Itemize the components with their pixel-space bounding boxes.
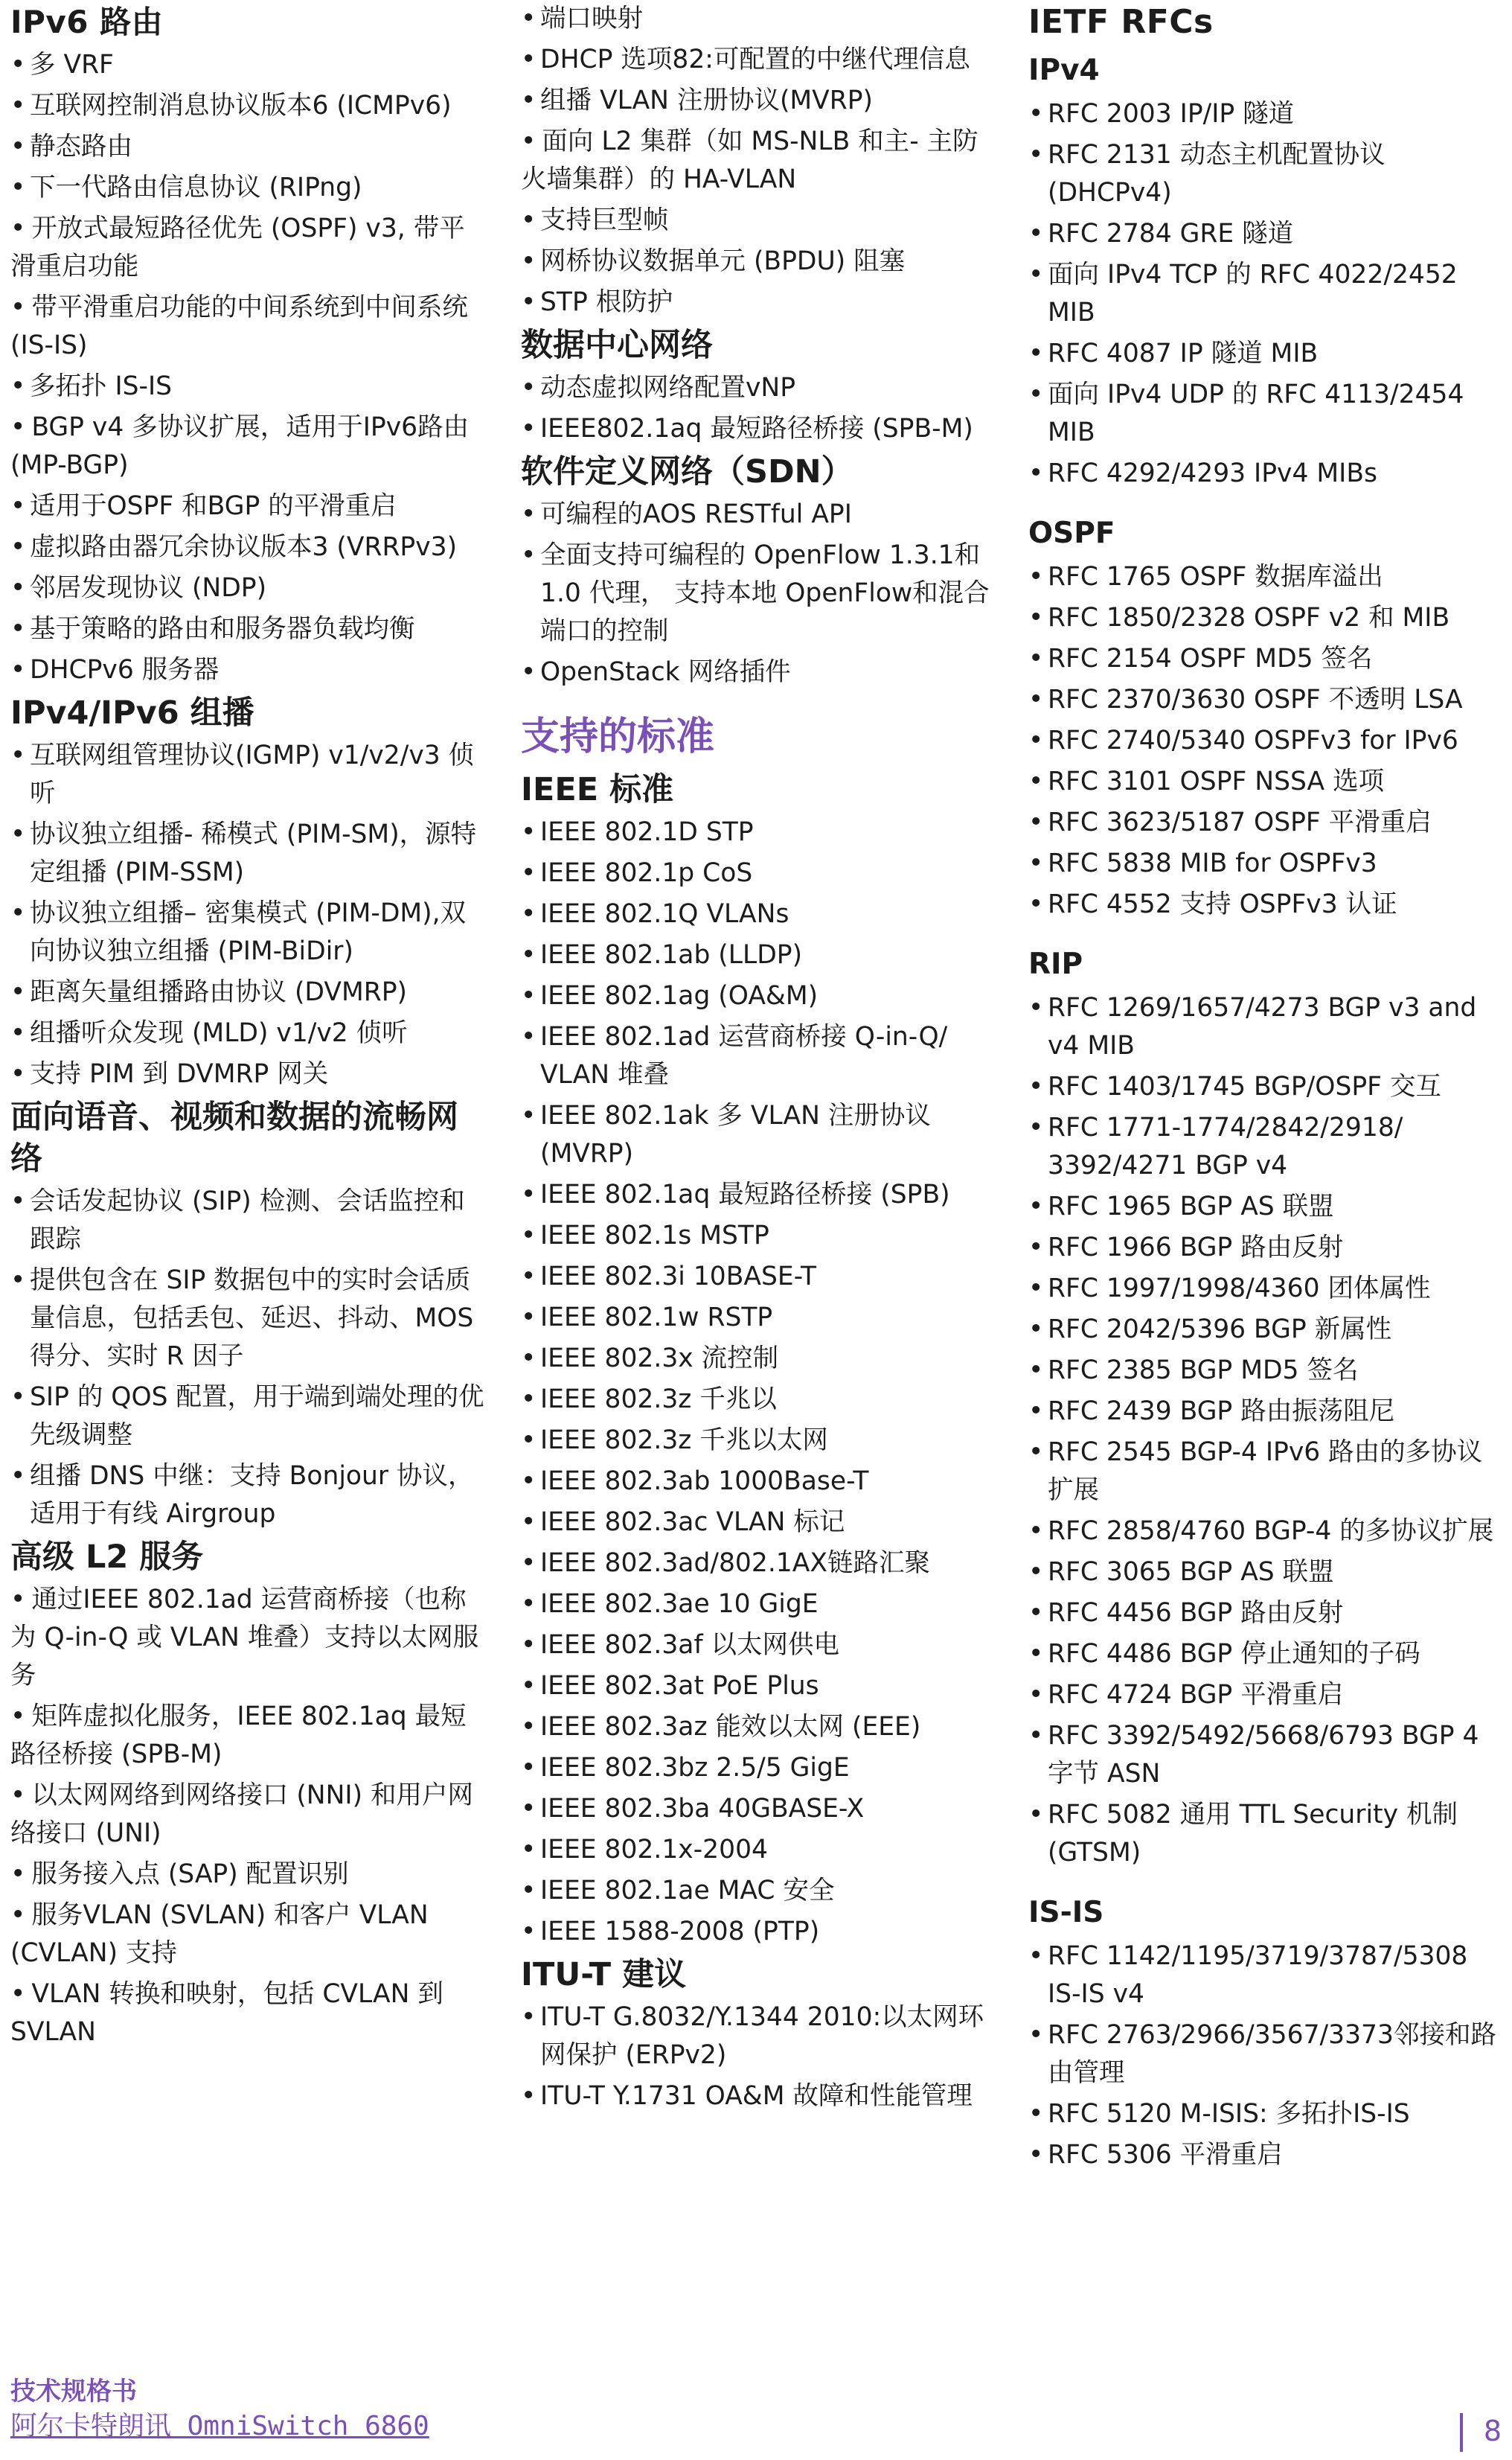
list-item: • IEEE 802.3bz 2.5/5 GigE	[521, 1749, 993, 1787]
list-item: • IEEE 802.3ae 10 GigE	[521, 1585, 993, 1623]
section-heading: IPv6 路由	[10, 4, 164, 40]
list-item: • 面向 IPv4 UDP 的 RFC 4113/2454 MIB	[1028, 376, 1502, 452]
list-item: • RFC 5120 M-ISIS: 多拓扑IS-IS	[1028, 2095, 1502, 2133]
bullet-list	[1028, 558, 1502, 924]
list-item: • 互联网控制消息协议版本6 (ICMPv6)	[10, 87, 487, 125]
section-heading: IPv4/IPv6 组播	[10, 694, 254, 732]
list-item: • RFC 2003 IP/IP 隧道	[1028, 95, 1502, 133]
list-item: • IEEE 802.1aq 最短路径桥接 (SPB)	[521, 1176, 993, 1214]
section-rip	[1028, 945, 1502, 1872]
list-item: • RFC 1403/1745 BGP/OSPF 交互	[1028, 1068, 1502, 1106]
list-item: • RFC 1965 BGP AS 联盟	[1028, 1188, 1502, 1226]
list-item: • 多拓扑 IS-IS	[10, 368, 487, 406]
list-item: • RFC 1966 BGP 路由反射	[1028, 1229, 1502, 1267]
list-item: • 虚拟路由器冗余协议版本3 (VRRPv3)	[10, 528, 487, 566]
list-item: • 以太网网络到网络接口 (NNI) 和用户网络接口 (UNI)	[10, 1777, 487, 1853]
section-fluid-network	[10, 1096, 487, 1533]
list-item: • 静态路由	[10, 128, 487, 166]
list-item: • RFC 5082 通用 TTL Security 机制 (GTSM)	[1028, 1796, 1502, 1872]
list-item: • 网桥协议数据单元 (BPDU) 阻塞	[521, 243, 993, 281]
list-item: • BGP v4 多协议扩展，适用于IPv6路由(MP-BGP)	[10, 409, 487, 485]
list-item: • IEEE 802.3af 以太网供电	[521, 1626, 993, 1664]
list-item: • 组播 VLAN 注册协议(MVRP)	[521, 82, 993, 120]
list-item: • RFC 2131 动态主机配置协议 (DHCPv4)	[1028, 136, 1502, 212]
footer-product-link[interactable]: 阿尔卡特朗讯 OmniSwitch 6860	[10, 2411, 429, 2441]
list-item: • IEEE 802.3x 流控制	[521, 1340, 993, 1378]
bullet-list	[1028, 1937, 1502, 2174]
section-ospf	[1028, 514, 1502, 924]
section-advanced-l2	[10, 1536, 487, 2051]
section-heading: IS-IS	[1028, 1896, 1104, 1929]
list-item: • 带平滑重启功能的中间系统到中间系统 (IS-IS)	[10, 289, 487, 365]
list-item: • RFC 4087 IP 隧道 MIB	[1028, 335, 1502, 373]
section-ieee	[521, 769, 993, 1951]
list-item: • RFC 1771-1774/2842/2918/ 3392/4271 BGP v4	[1028, 1109, 1502, 1185]
list-item: • IEEE 802.1ae MAC 安全	[521, 1872, 993, 1910]
list-item: • 支持 PIM 到 DVMRP 网关	[10, 1055, 487, 1093]
list-item: • IEEE 802.1D STP	[521, 814, 993, 852]
list-item: • RFC 4292/4293 IPv4 MIBs	[1028, 455, 1502, 493]
list-item: • 适用于OSPF 和BGP 的平滑重启	[10, 488, 487, 525]
list-item: • VLAN 转换和映射，包括 CVLAN 到 SVLAN	[10, 1975, 487, 2051]
section-ipv6-routing	[10, 0, 487, 689]
column-right	[1028, 0, 1502, 2177]
list-item: • RFC 1850/2328 OSPF v2 和 MIB	[1028, 599, 1502, 637]
list-item: • DHCP 选项82:可配置的中继代理信息	[521, 41, 993, 79]
list-item: • IEEE 802.3at PoE Plus	[521, 1667, 993, 1705]
list-item: • 服务VLAN (SVLAN) 和客户 VLAN (CVLAN) 支持	[10, 1897, 487, 1972]
section-heading: 高级 L2 服务	[10, 1539, 204, 1576]
list-item: • IEEE 802.3ab 1000Base-T	[521, 1463, 993, 1501]
list-item: • DHCPv6 服务器	[10, 651, 487, 689]
list-item: • OpenStack 网络插件	[521, 654, 993, 691]
section-heading: 软件定义网络（SDN）	[521, 453, 853, 491]
bullet-list	[521, 814, 993, 1951]
list-item: • RFC 3101 OSPF NSSA 选项	[1028, 763, 1502, 801]
page-number: 8	[1483, 2415, 1502, 2447]
list-item: • 全面支持可编程的 OpenFlow 1.3.1和 1.0 代理， 支持本地 OpenFlow和混合端口的控制	[521, 537, 993, 651]
list-item: • RFC 5306 平滑重启	[1028, 2136, 1502, 2174]
ietf-title: IETF RFCs	[1028, 3, 1214, 41]
list-item: • RFC 2439 BGP 路由振荡阻尼	[1028, 1393, 1502, 1431]
list-item: • IEEE 802.3ba 40GBASE-X	[521, 1790, 993, 1828]
list-item: • RFC 2385 BGP MD5 签名	[1028, 1352, 1502, 1390]
bullet-list	[521, 369, 993, 448]
list-item: • RFC 2784 GRE 隧道	[1028, 215, 1502, 253]
list-item: • 邻居发现协议 (NDP)	[10, 569, 487, 607]
list-item: • 距离矢量组播路由协议 (DVMRP)	[10, 974, 487, 1012]
list-item: • RFC 5838 MIB for OSPFv3	[1028, 845, 1502, 883]
page-number-divider	[1460, 2413, 1463, 2452]
list-item: • RFC 2545 BGP-4 IPv6 路由的多协议扩展	[1028, 1434, 1502, 1509]
section-datacenter	[521, 325, 993, 448]
section-heading: IPv4	[1028, 54, 1100, 87]
list-item: • RFC 4552 支持 OSPFv3 认证	[1028, 886, 1502, 924]
list-item: • IEEE 802.3z 千兆以太网	[521, 1422, 993, 1460]
bullet-list	[521, 0, 993, 322]
list-item: • IEEE802.1aq 最短路径桥接 (SPB-M)	[521, 410, 993, 448]
bullet-list	[1028, 95, 1502, 493]
list-item: • SIP 的 QOS 配置，用于端到端处理的优先级调整	[10, 1378, 487, 1454]
list-item: • RFC 4486 BGP 停止通知的子码	[1028, 1635, 1502, 1673]
list-item: • STP 根防护	[521, 284, 993, 322]
section-heading: 数据中心网络	[521, 327, 713, 364]
section-heading: RIP	[1028, 948, 1083, 981]
bullet-list	[1028, 989, 1502, 1872]
column-left	[10, 0, 487, 2054]
list-item: • IEEE 1588-2008 (PTP)	[521, 1913, 993, 1951]
list-item: • RFC 1997/1998/4360 团体属性	[1028, 1270, 1502, 1308]
list-item: • 端口映射	[521, 0, 993, 38]
section-ipv4	[1028, 51, 1502, 493]
list-item: • IEEE 802.3i 10BASE-T	[521, 1258, 993, 1296]
list-item: • RFC 2154 OSPF MD5 签名	[1028, 640, 1502, 678]
list-item: • RFC 3623/5187 OSPF 平滑重启	[1028, 804, 1502, 842]
bullet-list	[10, 46, 487, 689]
list-item: • 通过IEEE 802.1ad 运营商桥接（也称为 Q-in-Q 或 VLAN 堆叠）支持以太网服务	[10, 1581, 487, 1695]
list-item: • 组播听众发现 (MLD) v1/v2 侦听	[10, 1015, 487, 1052]
list-item: • IEEE 802.1Q VLANs	[521, 895, 993, 933]
bullet-list	[10, 1183, 487, 1533]
list-item: • RFC 3065 BGP AS 联盟	[1028, 1553, 1502, 1591]
section-isis	[1028, 1893, 1502, 2174]
list-item: • IEEE 802.1p CoS	[521, 854, 993, 892]
list-item: • IEEE 802.1s MSTP	[521, 1217, 993, 1255]
footer-doc-type: 技术规格书	[10, 2377, 137, 2406]
list-item: • 组播 DNS 中继：支持 Bonjour 协议，适用于有线 Airgroup	[10, 1457, 487, 1533]
list-item: • ITU-T G.8032/Y.1344 2010:以太网环网保护 (ERPv2)	[521, 1999, 993, 2074]
bullet-list	[10, 737, 487, 1093]
section-heading: 面向语音、视频和数据的流畅网络	[10, 1099, 458, 1178]
standards-title: 支持的标准	[521, 715, 715, 759]
list-item: • 面向 IPv4 TCP 的 RFC 4022/2452 MIB	[1028, 256, 1502, 332]
list-item: • 服务接入点 (SAP) 配置识别	[10, 1856, 487, 1894]
list-item: • 互联网组管理协议(IGMP) v1/v2/v3 侦听	[10, 737, 487, 813]
list-item: • RFC 4456 BGP 路由反射	[1028, 1594, 1502, 1632]
list-item: • 协议独立组播– 密集模式 (PIM-DM),双向协议独立组播 (PIM-BiDir)	[10, 895, 487, 971]
bullet-list	[521, 496, 993, 691]
list-item: • 会话发起协议 (SIP) 检测、会话监控和跟踪	[10, 1183, 487, 1259]
section-heading: OSPF	[1028, 517, 1115, 550]
list-item: • 提供包含在 SIP 数据包中的实时会话质量信息，包括丢包、延迟、抖动、MOS 得分、实时 R 因子	[10, 1262, 487, 1376]
list-item: • IEEE 802.1ag (OA&M)	[521, 977, 993, 1015]
list-item: • RFC 4724 BGP 平滑重启	[1028, 1676, 1502, 1714]
list-item: • ITU-T Y.1731 OA&M 故障和性能管理	[521, 2077, 993, 2115]
list-item: • RFC 1765 OSPF 数据库溢出	[1028, 558, 1502, 596]
list-item: • IEEE 802.1x-2004	[521, 1831, 993, 1869]
list-item: • IEEE 802.3z 千兆以	[521, 1381, 993, 1419]
section-heading: ITU-T 建议	[521, 1956, 687, 1993]
list-item: • 开放式最短路径优先 (OSPF) v3, 带平滑重启功能	[10, 210, 487, 286]
list-item: • 矩阵虚拟化服务，IEEE 802.1aq 最短路径桥接 (SPB-M)	[10, 1698, 487, 1774]
list-item: • RFC 2740/5340 OSPFv3 for IPv6	[1028, 722, 1502, 760]
list-item: • RFC 2042/5396 BGP 新属性	[1028, 1311, 1502, 1349]
list-item: • IEEE 802.1ak 多 VLAN 注册协议 (MVRP)	[521, 1097, 993, 1173]
list-item: • 多 VRF	[10, 46, 487, 84]
list-item: • 动态虚拟网络配置vNP	[521, 369, 993, 407]
list-item: • IEEE 802.3ad/802.1AX链路汇聚	[521, 1544, 993, 1582]
section-multicast	[10, 692, 487, 1093]
list-item: • RFC 1142/1195/3719/3787/5308 IS-IS v4	[1028, 1937, 1502, 2013]
list-item: • RFC 3392/5492/5668/6793 BGP 4 字节 ASN	[1028, 1717, 1502, 1793]
list-item: • 支持巨型帧	[521, 202, 993, 240]
list-item: • 下一代路由信息协议 (RIPng)	[10, 169, 487, 207]
list-item: • 基于策略的路由和服务器负载均衡	[10, 610, 487, 648]
list-item: • IEEE 802.1ab (LLDP)	[521, 936, 993, 974]
section-heading: IEEE 标准	[521, 771, 674, 808]
list-item: • RFC 2763/2966/3567/3373邻接和路由管理	[1028, 2016, 1502, 2092]
list-item: • IEEE 802.1w RSTP	[521, 1299, 993, 1337]
list-item: • RFC 2858/4760 BGP-4 的多协议扩展	[1028, 1512, 1502, 1550]
list-item: • 协议独立组播- 稀模式 (PIM-SM)，源特定组播 (PIM-SSM)	[10, 816, 487, 892]
list-item: • 面向 L2 集群（如 MS-NLB 和主- 主防火墙集群）的 HA-VLAN	[521, 123, 993, 199]
section-sdn	[521, 451, 993, 691]
list-item: • RFC 1269/1657/4273 BGP v3 and v4 MIB	[1028, 989, 1502, 1065]
list-item: • IEEE 802.1ad 运营商桥接 Q-in-Q/ VLAN 堆叠	[521, 1018, 993, 1094]
bullet-list	[10, 1581, 487, 2051]
section-itu	[521, 1954, 993, 2115]
column-middle	[521, 0, 993, 2118]
list-item: • IEEE 802.3ac VLAN 标记	[521, 1504, 993, 1542]
page-footer	[10, 2374, 1502, 2456]
list-item: • RFC 2370/3630 OSPF 不透明 LSA	[1028, 681, 1502, 719]
list-item: • IEEE 802.3az 能效以太网 (EEE)	[521, 1708, 993, 1746]
bullet-list	[521, 1999, 993, 2115]
list-item: • 可编程的AOS RESTful API	[521, 496, 993, 534]
